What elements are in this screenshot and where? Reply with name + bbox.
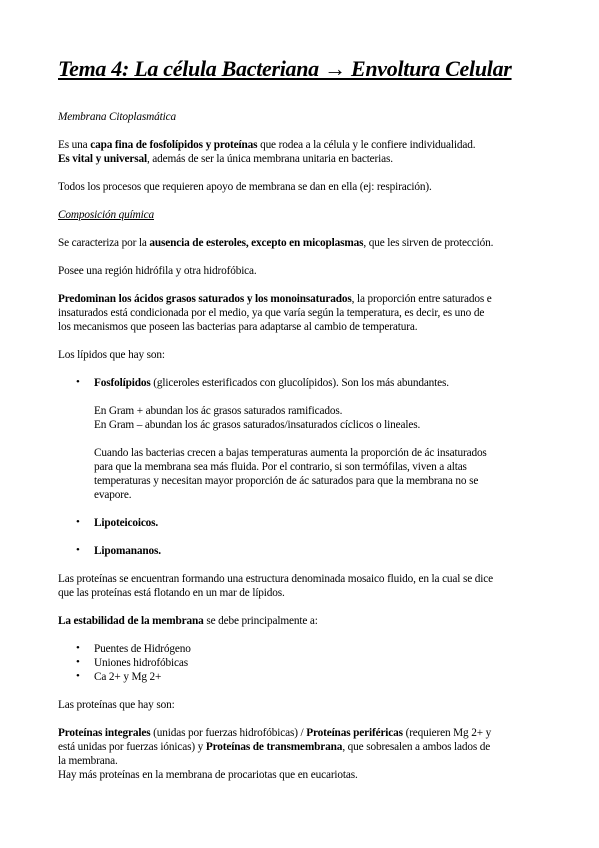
paragraph-proteinas-intro: Las proteínas que hay son: — [58, 699, 175, 711]
bold-text: Proteínas de transmembrana — [205, 741, 343, 753]
paragraph-esteroles — [58, 236, 548, 250]
paragraph-vital — [58, 152, 548, 166]
temperature-note-l2: para que la membrana sea más fluida. Por el contrario, si son termófilas, viven a altas — [94, 461, 467, 473]
bold-text: Proteínas periféricas — [306, 727, 403, 739]
paragraph-lipidos-intro: Los lípidos que hay son: — [58, 349, 165, 361]
list-item-lipomananos: Lipomananos. — [94, 545, 161, 557]
bullet-marker: • — [76, 670, 80, 682]
text: (requieren Mg 2+ y — [402, 727, 492, 739]
text: Es una — [58, 139, 91, 151]
bold-text: ausencia de esteroles, excepto en micoplasmas — [149, 237, 364, 249]
page-title: Tema 4: La célula Bacteriana → Envoltura Celular — [58, 56, 512, 81]
bullet-marker: • — [76, 656, 80, 668]
paragraph-mosaico-l2: que las proteínas está flotando en un mar de lípidos. — [58, 587, 285, 599]
text: , que sobresalen a ambos lados de — [342, 741, 491, 753]
text: está unidas por fuerzas iónicas) y — [58, 741, 206, 753]
bold-text: Fosfolípidos — [94, 377, 151, 389]
bullet-marker: • — [76, 544, 80, 556]
text: Se caracteriza por la — [58, 237, 150, 249]
paragraph-definition — [58, 138, 548, 152]
bold-text: Es vital y universal — [58, 153, 147, 165]
paragraph-mosaico-l1: Las proteínas se encuentran formando una estructura denominada mosaico fluido, en la cual se dice — [58, 573, 493, 585]
bold-text: Predominan los ácidos grasos saturados y los monoinsaturados — [58, 293, 352, 305]
text: que rodea a la célula y le confiere individualidad. — [257, 139, 476, 151]
text: , además de ser la única membrana unitaria en bacterias. — [146, 153, 393, 165]
paragraph-proteinas-l3: la membrana. — [58, 755, 118, 767]
gram-positive-note: En Gram + abundan los ác grasos saturados ramificados. — [94, 405, 343, 417]
section-heading-composicion: Composición química — [58, 209, 154, 221]
list-item-stability: Uniones hidrofóbicas — [94, 657, 188, 669]
bullet-marker: • — [76, 376, 80, 388]
temperature-note-l3: temperaturas y necesitan mayor proporción de ác saturados para que la membrana no se — [94, 475, 479, 487]
text: , la proporción entre saturados e — [351, 293, 492, 305]
text: , que les sirven de protección. — [363, 237, 494, 249]
text: (unidas por fuerzas hidrofóbicas) / — [150, 727, 307, 739]
bold-text: capa fina de fosfolípidos y proteínas — [90, 139, 258, 151]
list-item-stability: Ca 2+ y Mg 2+ — [94, 671, 162, 683]
paragraph-acidos-l2: insaturados está condicionada por el medio, ya que varía según la temperatura, es decir, es uno de — [58, 307, 485, 319]
bullet-marker: • — [76, 642, 80, 654]
list-item-stability: Puentes de Hidrógeno — [94, 643, 191, 655]
list-item-fosfolipidos — [94, 376, 534, 390]
section-heading-membrana: Membrana Citoplasmática — [58, 111, 176, 123]
paragraph-proteinas-l2 — [58, 740, 548, 754]
bold-text: Proteínas integrales — [58, 727, 151, 739]
paragraph-acidos-l1 — [58, 292, 548, 306]
paragraph-regiones: Posee una región hidrófila y otra hidrofóbica. — [58, 265, 257, 277]
bullet-marker: • — [76, 516, 80, 528]
text: se debe principalmente a: — [203, 615, 318, 627]
temperature-note-l4: evapore. — [94, 489, 132, 501]
paragraph-proteinas-l4: Hay más proteínas en la membrana de procariotas que en eucariotas. — [58, 769, 358, 781]
text: (gliceroles esterificados con glucolípidos). Son los más abundantes. — [150, 377, 449, 389]
paragraph-estabilidad — [58, 614, 548, 628]
paragraph-proteinas-l1 — [58, 726, 548, 740]
bold-text: La estabilidad de la membrana — [58, 615, 204, 627]
gram-negative-note: En Gram – abundan los ác grasos saturados/insaturados cíclicos o lineales. — [94, 419, 421, 431]
paragraph-acidos-l3: los mecanismos que poseen las bacterias para adaptarse al cambio de temperatura. — [58, 321, 418, 333]
paragraph-procesos: Todos los procesos que requieren apoyo de membrana se dan en ella (ej: respiración). — [58, 181, 432, 193]
list-item-lipoteicoicos: Lipoteicoicos. — [94, 517, 159, 529]
temperature-note-l1: Cuando las bacterias crecen a bajas temperaturas aumenta la proporción de ác insaturados — [94, 447, 487, 459]
